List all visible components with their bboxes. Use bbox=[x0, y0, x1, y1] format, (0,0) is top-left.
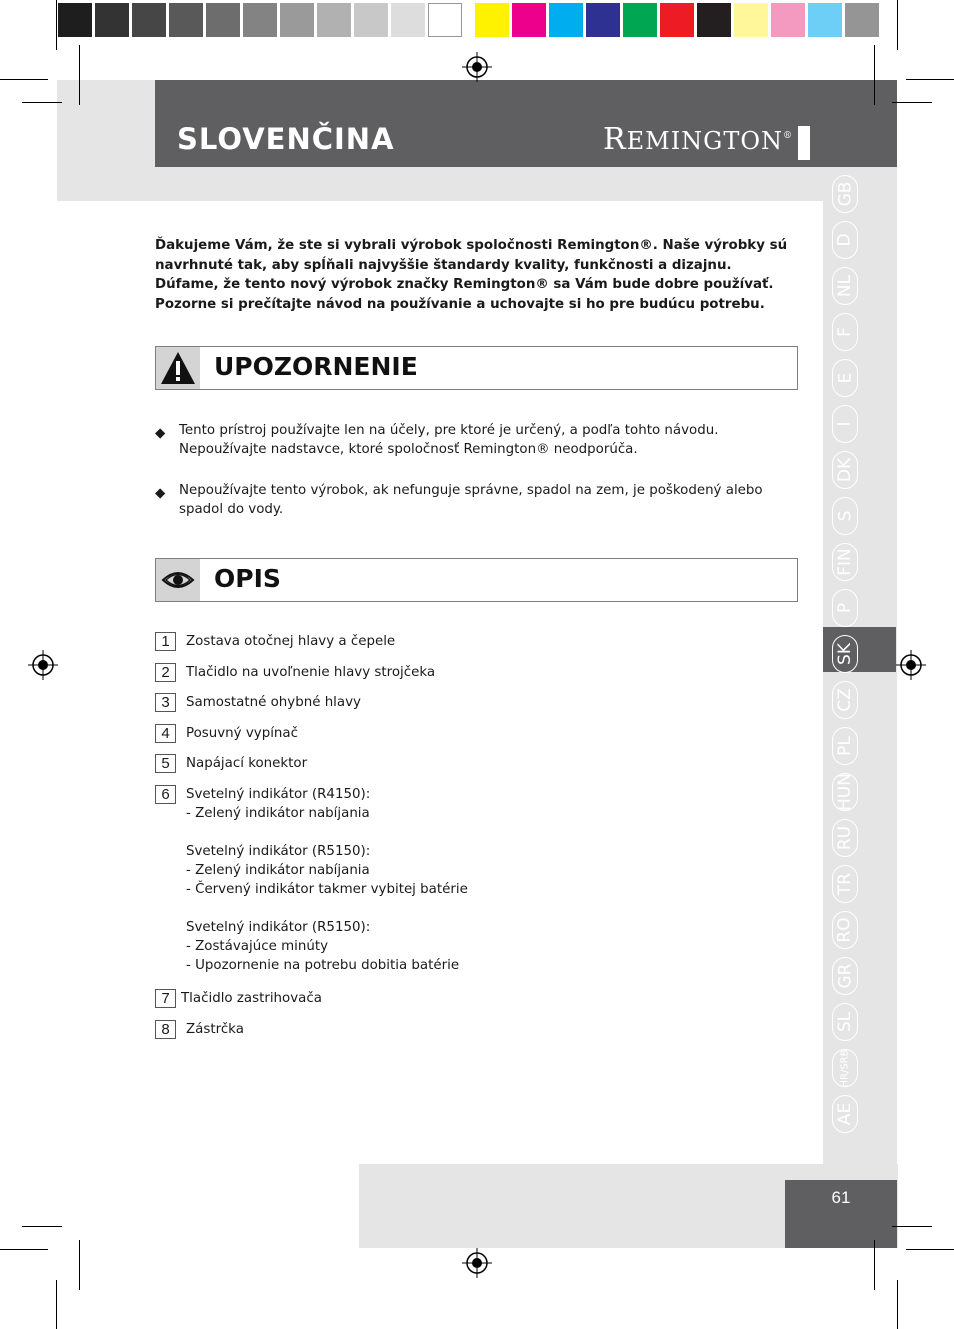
language-tab-label: D bbox=[835, 233, 855, 247]
crop-mark bbox=[897, 0, 898, 50]
registration-mark-icon bbox=[28, 650, 58, 680]
language-tab-sl[interactable] bbox=[832, 1003, 858, 1041]
language-tab-label: F bbox=[835, 327, 855, 337]
description-section-header bbox=[155, 558, 798, 602]
crop-mark bbox=[22, 102, 62, 103]
part-number: 7 bbox=[155, 989, 176, 1008]
part-text-line: Zostava otočnej hlavy a čepele bbox=[186, 634, 396, 649]
color-swatch bbox=[697, 3, 731, 37]
language-tab-dk[interactable] bbox=[832, 451, 858, 489]
crop-mark bbox=[897, 1280, 898, 1329]
language-tab-label: E bbox=[835, 372, 855, 384]
part-number: 8 bbox=[155, 1020, 176, 1039]
crop-mark bbox=[906, 79, 954, 80]
language-tab-label: FIN bbox=[835, 548, 856, 576]
language-tab-sk[interactable] bbox=[832, 635, 858, 673]
language-tab-label: GB bbox=[835, 181, 855, 207]
part-number: 2 bbox=[155, 663, 176, 682]
part-text bbox=[181, 989, 322, 1008]
page-number: 61 bbox=[785, 1180, 897, 1248]
color-swatch bbox=[391, 3, 425, 37]
crop-mark bbox=[892, 1226, 932, 1227]
crop-mark bbox=[892, 102, 932, 103]
swatch-gap bbox=[465, 3, 475, 37]
language-tab-cz[interactable] bbox=[832, 681, 858, 719]
color-swatch bbox=[95, 3, 129, 37]
crop-mark bbox=[874, 1240, 875, 1290]
language-tab-ro[interactable] bbox=[832, 911, 858, 949]
part-text bbox=[186, 663, 435, 682]
color-swatch bbox=[660, 3, 694, 37]
color-swatch bbox=[586, 3, 620, 37]
header-band bbox=[155, 80, 897, 167]
language-tab-label: RO bbox=[835, 917, 856, 943]
warning-icon bbox=[156, 347, 200, 389]
language-tab-ru[interactable] bbox=[832, 819, 858, 857]
part-text-line: Svetelný indikátor (R5150): bbox=[186, 920, 371, 935]
part-text-line: - Zelený indikátor nabíjania bbox=[186, 863, 370, 878]
crop-mark bbox=[0, 1249, 48, 1250]
color-swatch bbox=[206, 3, 240, 37]
color-swatch bbox=[512, 3, 546, 37]
registration-mark-icon bbox=[462, 1248, 492, 1278]
page-title: SLOVENČINA bbox=[177, 122, 395, 156]
language-tab-fin[interactable] bbox=[832, 543, 858, 581]
part-text-line: Svetelný indikátor (R4150): bbox=[186, 787, 371, 802]
part-text bbox=[186, 754, 307, 773]
warning-item bbox=[155, 421, 800, 459]
color-swatch bbox=[58, 3, 92, 37]
part-number: 6 bbox=[155, 785, 176, 804]
language-tab-i[interactable] bbox=[832, 405, 858, 443]
color-swatch bbox=[354, 3, 388, 37]
language-tab-ae[interactable] bbox=[832, 1095, 858, 1133]
color-swatch bbox=[280, 3, 314, 37]
logo-registered-mark: ® bbox=[783, 131, 794, 141]
part-text bbox=[186, 632, 395, 651]
warning-bullet: ◆ bbox=[155, 426, 166, 441]
warning-item-text: Tento prístroj používajte len na účely, pre ktoré je určený, a podľa tohto návodu. Nepoužívajte nadstavce, ktoré spoločnosť Remington® neodporúča. bbox=[179, 423, 719, 457]
logo-rest: EMINGTON bbox=[626, 127, 784, 155]
part-text-line bbox=[186, 899, 468, 918]
color-swatch bbox=[771, 3, 805, 37]
warning-item-text: Nepoužívajte tento výrobok, ak nefunguje správne, spadol na zem, je poškodený alebo spadol do vody. bbox=[179, 483, 763, 517]
logo-bar bbox=[798, 126, 810, 160]
warning-section-header bbox=[155, 346, 798, 390]
remington-logo bbox=[603, 122, 793, 157]
language-tab-tr[interactable] bbox=[832, 865, 858, 903]
color-swatch bbox=[428, 3, 462, 37]
language-tab-label: PL bbox=[834, 736, 855, 756]
part-text bbox=[186, 724, 298, 743]
color-swatch bbox=[132, 3, 166, 37]
language-tab-label: HR/SRB bbox=[839, 1049, 851, 1087]
warning-bullet: ◆ bbox=[155, 486, 166, 501]
language-tab-label: SL bbox=[834, 1011, 855, 1033]
color-swatch bbox=[623, 3, 657, 37]
color-swatch bbox=[317, 3, 351, 37]
color-calibration-bar bbox=[58, 3, 882, 37]
color-swatch bbox=[243, 3, 277, 37]
part-number: 1 bbox=[155, 632, 176, 651]
part-text-line: - Zelený indikátor nabíjania bbox=[186, 806, 370, 821]
part-text-line: - Červený indikátor takmer vybitej batérie bbox=[186, 882, 468, 897]
color-swatch bbox=[475, 3, 509, 37]
eye-icon bbox=[156, 559, 200, 601]
color-swatch bbox=[808, 3, 842, 37]
part-text-line: Posuvný vypínač bbox=[186, 726, 298, 741]
part-text-line: Samostatné ohybné hlavy bbox=[186, 695, 361, 710]
crop-mark bbox=[22, 1226, 62, 1227]
part-text-line: Zástrčka bbox=[186, 1022, 244, 1037]
part-text bbox=[186, 693, 361, 712]
color-swatch bbox=[734, 3, 768, 37]
language-tab-p[interactable] bbox=[832, 589, 858, 627]
color-swatch bbox=[549, 3, 583, 37]
part-text bbox=[186, 785, 468, 975]
language-tab-hr-srb[interactable] bbox=[832, 1049, 858, 1087]
crop-mark bbox=[56, 0, 57, 50]
language-tab-label: DK bbox=[835, 457, 855, 483]
intro-text: Ďakujeme Vám, že ste si vybrali výrobok spoločnosti Remington®. Naše výrobky sú navrhnuté tak, aby spĺňali najvyššie štandardy kvality, funkčnosti a dizajnu. Dúfame, že tento nový výrobok značky Remington® sa Vám bude dobre používať. Pozorne si prečítajte návod na používanie a uchovajte si ho pre budúcu potrebu. bbox=[155, 238, 788, 312]
warning-item bbox=[155, 481, 800, 519]
warning-section-title: UPOZORNENIE bbox=[214, 352, 418, 381]
crop-mark bbox=[874, 45, 875, 105]
crop-mark bbox=[56, 1280, 57, 1329]
color-swatch bbox=[169, 3, 203, 37]
description-section-title: OPIS bbox=[214, 564, 281, 593]
language-tab-label: P bbox=[834, 602, 855, 614]
registration-mark-icon bbox=[462, 52, 492, 82]
part-text-line: Tlačidlo zastrihovača bbox=[181, 991, 322, 1006]
crop-mark bbox=[0, 79, 48, 80]
language-tab-hun[interactable] bbox=[832, 773, 858, 811]
part-text-line: - Upozornenie na potrebu dobitia batérie bbox=[186, 958, 460, 973]
language-tab-label: HUN bbox=[835, 773, 856, 811]
language-tab-pl[interactable] bbox=[832, 727, 858, 765]
language-tab-nl[interactable] bbox=[832, 267, 858, 305]
language-tab-label: AE bbox=[835, 1102, 855, 1126]
language-tab-gr[interactable] bbox=[832, 957, 858, 995]
part-number: 4 bbox=[155, 724, 176, 743]
language-tab-label: S bbox=[834, 510, 855, 522]
part-text-line: - Zostávajúce minúty bbox=[186, 939, 328, 954]
crop-mark bbox=[79, 45, 80, 105]
language-tab-label: SK bbox=[834, 643, 855, 665]
part-text-line: Tlačidlo na uvoľnenie hlavy strojčeka bbox=[186, 665, 436, 680]
language-tab-label: GR bbox=[835, 963, 855, 989]
language-tab-label: NL bbox=[834, 274, 855, 298]
part-text-line: Svetelný indikátor (R5150): bbox=[186, 844, 371, 859]
color-swatch bbox=[845, 3, 879, 37]
language-tab-label: I bbox=[834, 421, 855, 427]
crop-mark bbox=[906, 1249, 954, 1250]
language-tab-label: CZ bbox=[835, 688, 855, 712]
logo-initial: R bbox=[603, 122, 627, 157]
language-tab-label: TR bbox=[834, 872, 855, 896]
registration-mark-icon bbox=[896, 650, 926, 680]
part-number: 5 bbox=[155, 754, 176, 773]
part-text bbox=[186, 1020, 244, 1039]
language-tab-e[interactable] bbox=[832, 359, 858, 397]
part-number: 3 bbox=[155, 693, 176, 712]
language-tab-s[interactable] bbox=[832, 497, 858, 535]
crop-mark bbox=[79, 1240, 80, 1290]
language-tab-label: RU bbox=[835, 825, 856, 851]
part-text-line: Napájací konektor bbox=[186, 756, 308, 771]
language-tab-f[interactable] bbox=[832, 313, 858, 351]
language-tab-gb[interactable] bbox=[832, 175, 858, 213]
part-text-line bbox=[186, 823, 468, 842]
language-tab-d[interactable] bbox=[832, 221, 858, 259]
